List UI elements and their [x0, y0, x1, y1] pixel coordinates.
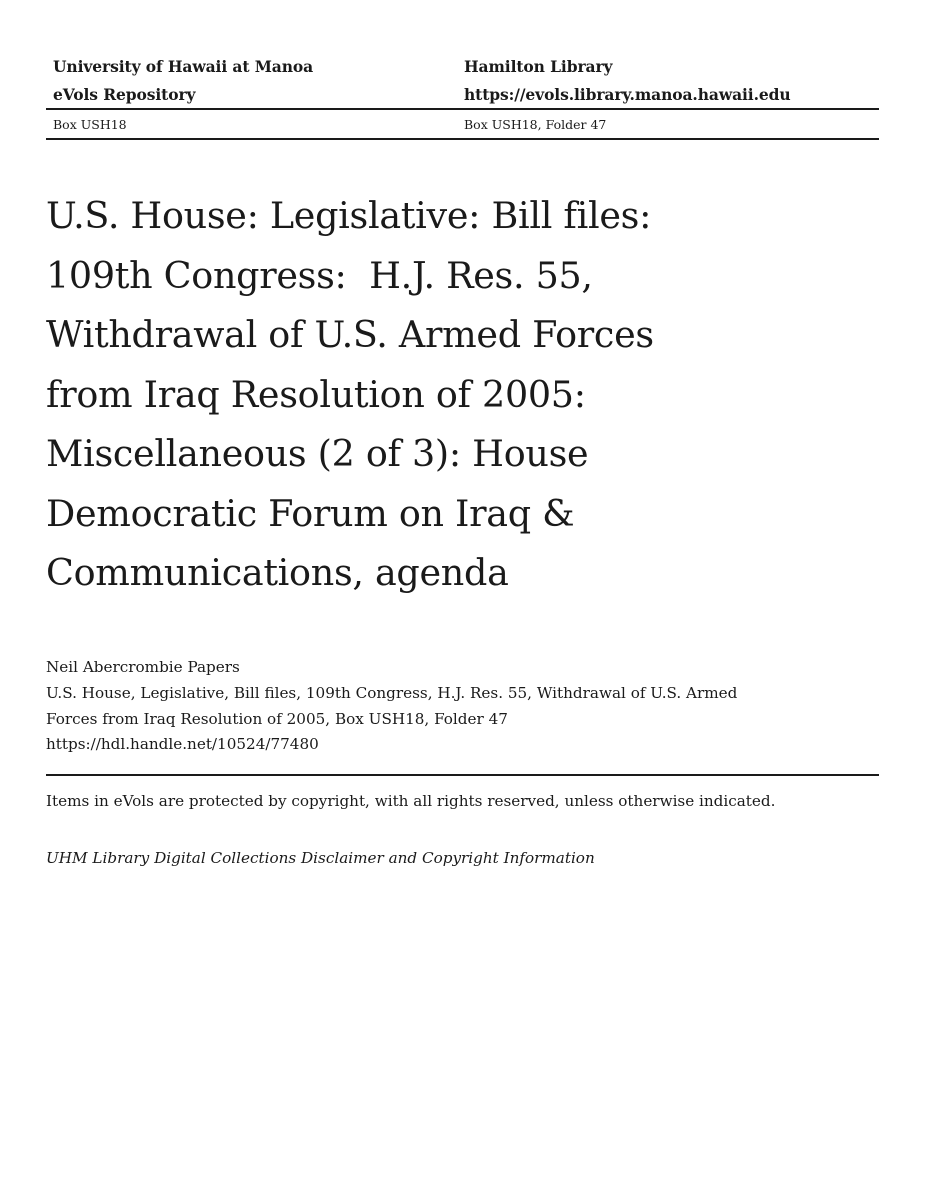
document-metadata — [46, 655, 806, 758]
disclaimer-link[interactable]: UHM Library Digital Collections Disclaimer and Copyright Information — [46, 849, 595, 867]
divider — [46, 774, 879, 776]
title-line: Communications, agenda — [46, 551, 509, 594]
document-header — [46, 52, 879, 140]
header-row-3 — [46, 110, 879, 140]
institution-name: University of Hawaii at Manoa — [53, 56, 314, 76]
library-name: Hamilton Library — [464, 56, 613, 76]
title-line: U.S. House: Legislative: Bill files: — [46, 194, 652, 237]
repository-name: eVols Repository — [53, 84, 196, 104]
box-folder-label: Box USH18, Folder 47 — [464, 116, 607, 132]
title-line: Democratic Forum on Iraq & — [46, 491, 575, 535]
header-row-1 — [46, 52, 879, 80]
box-label: Box USH18 — [53, 116, 127, 132]
title-line: Miscellaneous (2 of 3): House — [46, 432, 589, 475]
description-line: U.S. House, Legislative, Bill files, 109th Congress, H.J. Res. 55, Withdrawal of U.S. Armed — [46, 683, 738, 702]
header-row-2 — [46, 80, 879, 110]
document-title — [46, 186, 746, 603]
description-line: Forces from Iraq Resolution of 2005, Box USH18, Folder 47 — [46, 709, 508, 728]
title-line: Withdrawal of U.S. Armed Forces — [46, 313, 654, 356]
title-line: 109th Congress: H.J. Res. 55, — [46, 253, 593, 297]
repository-url: https://evols.library.manoa.hawaii.edu — [464, 84, 791, 104]
collection-name: Neil Abercrombie Papers — [46, 658, 240, 676]
handle-link[interactable]: https://hdl.handle.net/10524/77480 — [46, 735, 319, 754]
title-line: from Iraq Resolution of 2005: — [46, 372, 586, 416]
rights-statement: Items in eVols are protected by copyright, with all rights reserved, unless otherwise indicated. — [46, 792, 776, 810]
